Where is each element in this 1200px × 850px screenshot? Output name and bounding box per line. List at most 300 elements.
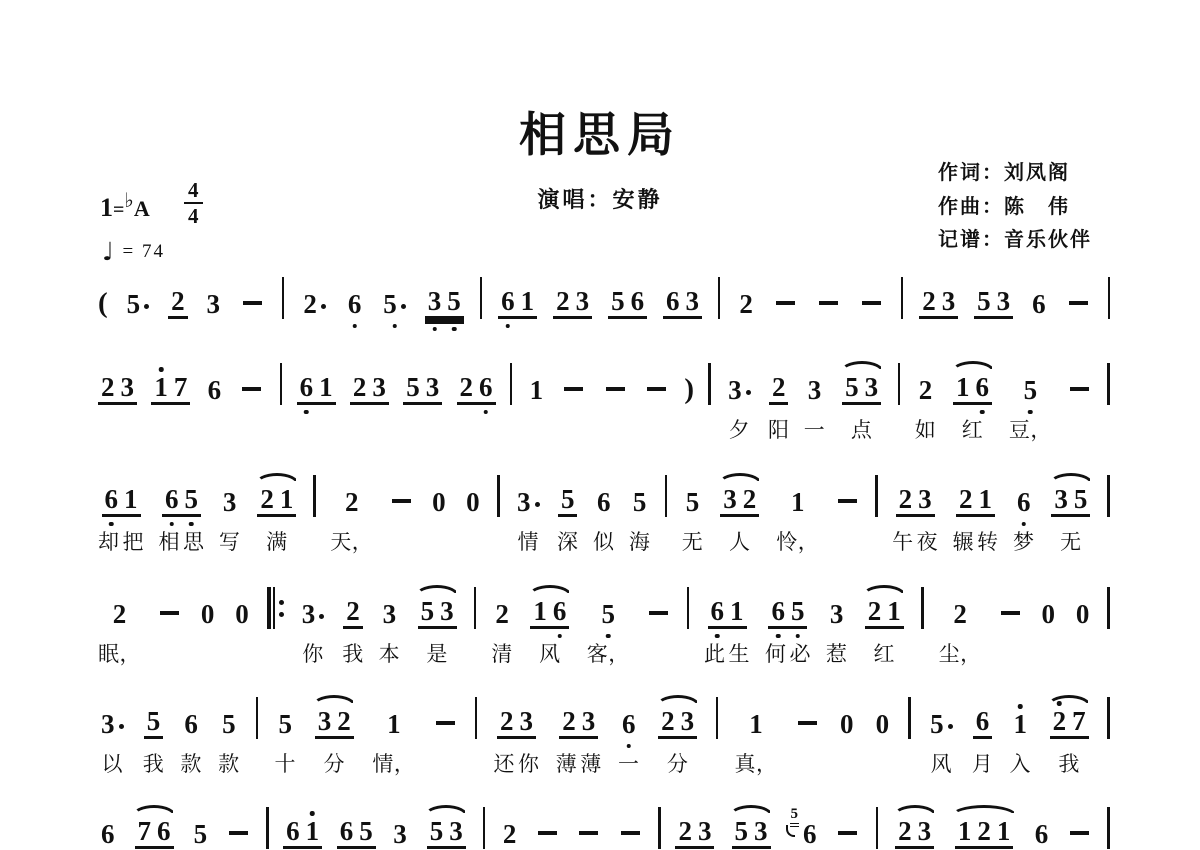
note-group [181,709,201,739]
lyric-row [275,748,297,776]
note [356,816,376,846]
octave-dot-above [159,367,164,372]
note-group [974,286,1013,319]
note-group [151,372,190,405]
octave-dot-below [626,744,631,749]
dash-extender [794,694,821,776]
lyric-row [682,526,704,554]
note [283,816,303,846]
note-digit: 2 [495,599,509,629]
barline [497,472,500,554]
note-digit: 1 [1013,709,1027,739]
octave-dot-below [169,522,174,527]
note [678,706,698,736]
barline [280,360,283,442]
note [896,484,916,514]
lyric-syllable: 无 [681,530,704,554]
note [953,372,973,402]
barline [256,694,259,776]
note-unit [1009,360,1052,442]
dash-extender [560,360,587,442]
lyric-syllable: 入 [1009,752,1031,776]
lyric-row [219,526,241,554]
octave-dot-below [452,327,457,332]
note [334,706,354,736]
barline-stroke [510,363,513,405]
note-group [769,372,789,405]
note-group [558,484,578,517]
lyric-row [704,638,750,666]
note [297,372,317,402]
dash-stroke [579,831,598,835]
note-digit: 0 [875,709,890,739]
note-digit: 5 [685,487,700,517]
note-unit [380,274,409,319]
note-unit [1073,584,1093,666]
lyric-syllable: 眠， [98,642,141,666]
lyric-syllable: 我 [1058,752,1080,776]
dash-stroke [1070,387,1089,391]
lyric-syllable: 相 [158,530,180,554]
barline-stroke [313,475,316,517]
note-group [418,596,457,629]
lyric-row [330,526,373,554]
note-digit: 0 [839,709,854,739]
note-digit: 2 [101,372,115,402]
note-unit [725,360,754,442]
dash-stroke [776,301,795,305]
note-digit: 1 [279,484,294,514]
octave-dot-above [1057,701,1062,706]
note-unit [498,274,537,319]
note [154,816,174,846]
note-unit [953,472,999,554]
dash-extender [1065,274,1092,319]
note-unit [629,472,651,554]
dash-stroke [621,831,640,835]
note-group [599,599,619,629]
note-unit [892,472,938,554]
note-unit [514,472,543,554]
note-digit: 3 [754,816,768,846]
note-digit: 1 [520,286,535,316]
note [299,599,328,629]
note-group [457,372,496,405]
lyric-syllable: 分 [323,752,345,776]
lyric-syllable: 一 [803,418,826,442]
note [181,484,201,514]
lyric-syllable: 无 [1060,530,1082,554]
note-digit: 5 [420,596,435,626]
note-digit: 2 [459,372,473,402]
lyric-row [426,638,448,666]
note-group [725,375,754,405]
note [1038,599,1058,629]
dash-extender [815,274,842,319]
note [492,599,512,629]
note [497,706,517,736]
note [337,816,357,846]
dash-extender [1066,360,1093,442]
note-digit: 3 [519,706,534,736]
note-digit: 2 [171,286,185,316]
note-digit: 3 [918,484,932,514]
lyric-syllable: 必 [789,642,811,666]
close-paren-glyph: ) [684,373,695,405]
dash-stroke [838,831,857,835]
note-group [380,289,409,319]
note [827,599,847,629]
note-digit: 6 [157,816,171,846]
lyric-syllable: 似 [592,530,615,554]
note-digit: 3 [372,372,386,402]
dash-extender [1066,804,1093,849]
note-unit [204,274,224,319]
lyric-row [557,526,579,554]
note [118,372,138,402]
note-group [110,599,130,629]
note-digit: 3 [864,372,879,402]
note-unit [299,584,328,666]
note-unit [1013,472,1035,554]
lyricist-credit: 作词：刘凤阁 [938,162,1070,184]
note-digit: 6 [184,709,198,739]
note [1051,484,1071,514]
note [124,289,153,319]
meter-denominator: 4 [188,204,199,228]
lyric-syllable: 客， [586,642,630,666]
note-group [283,816,322,849]
octave-dot-below [1021,522,1026,527]
octave-dot-below [715,634,720,639]
note [418,596,438,626]
dash-stroke [649,611,668,615]
barline [898,360,901,442]
dash-extender [834,804,861,849]
lyric-row [494,748,540,776]
lyric-row [939,638,982,666]
dash-stroke [160,611,179,615]
slur-arc [424,805,468,816]
lyric-row [556,748,602,776]
note-digit: 1 [887,596,901,626]
note-digit: 5 [1073,484,1088,514]
note-digit: 0 [200,599,215,629]
note-digit: 3 [517,487,531,517]
note-digit: 5 [447,286,461,316]
note [444,286,464,316]
note-group [683,487,703,517]
note-unit [951,804,1017,849]
lyric-syllable: 如 [914,418,937,442]
barline-stroke [1108,277,1111,319]
system-1 [98,274,1110,319]
note-unit [98,804,118,849]
note-digit: 2 [303,289,317,319]
lyric-syllable: 却 [98,530,120,554]
note [683,487,703,517]
slur-arc [840,361,884,372]
close-paren [684,360,694,442]
lyric-syllable: 思 [182,530,205,554]
barline [921,584,924,666]
note-digit: 7 [137,816,152,846]
note-group [168,286,188,319]
note-digit: 6 [771,596,785,626]
note-unit [330,472,373,554]
key-tonic: A [133,196,150,221]
note-digit: 3 [829,599,844,629]
repeat-sign [267,587,284,629]
note-group [204,289,224,319]
note-unit [1009,694,1031,776]
note [919,286,939,316]
lyric-row [729,526,751,554]
note-unit [403,360,442,442]
note-group [220,487,240,517]
lyric-row [1009,414,1052,442]
note-group [708,596,747,629]
open-paren [98,274,108,319]
lyric-syllable: 月 [971,752,994,776]
note [162,484,182,514]
lyric-syllable: 情， [372,752,416,776]
note [927,709,956,739]
barline-stroke [1107,587,1110,629]
dash-stroke [647,387,666,391]
note-digit: 6 [710,596,725,626]
note-unit [337,804,376,849]
note-unit [704,584,750,666]
lyric-syllable: 夜 [916,530,939,554]
note-digit: 3 [697,816,712,846]
note-unit [415,584,459,666]
note [939,286,959,316]
note-group [919,286,958,319]
note-digit: 3 [941,286,956,316]
lyric-syllable: 夕 [728,418,751,442]
note-group [124,289,153,319]
note-digit: 3 [575,286,590,316]
lyric-syllable: 豆， [1008,418,1052,442]
note [403,372,423,402]
lyric-syllable: 点 [850,418,873,442]
note-unit [972,694,994,776]
dash-extender [225,804,252,849]
barline-stroke [266,807,269,849]
note-unit [718,472,762,554]
note-group [1014,487,1034,517]
barline-stroke [1107,475,1110,517]
barline-stroke [898,363,901,405]
duration-dot [119,724,124,729]
note-unit [1049,472,1093,554]
note [862,372,882,402]
octave-dot-below [189,522,194,527]
lyric-syllable: 真， [734,752,778,776]
note-digit: 3 [685,286,700,316]
note [135,816,155,846]
barline [708,360,711,442]
note-unit [345,274,365,319]
note-group [144,706,164,739]
note [384,709,404,739]
lyric-row [1009,748,1031,776]
note [303,816,323,846]
note [915,816,935,846]
note [630,487,650,517]
barline [1107,694,1110,776]
open-paren-glyph: ( [98,287,108,319]
note [658,706,678,736]
duration-dot [319,614,324,619]
note [476,372,496,402]
note-group [342,487,362,517]
note-unit [840,360,884,442]
note [345,289,365,319]
repeat-start-sign [267,584,284,666]
barline [266,804,269,849]
lyric-syllable: 我 [342,642,364,666]
note-digit: 3 [1054,484,1068,514]
note-group [842,372,881,405]
duration-dot [401,304,406,309]
lyric-syllable: 深 [556,530,579,554]
note-group [135,816,174,849]
note-unit [255,472,299,554]
note-digit: 6 [501,286,515,316]
note-digit: 2 [346,596,360,626]
system-3 [98,472,1110,554]
note-digit: 1 [996,816,1011,846]
note [553,286,573,316]
note-unit [494,694,540,776]
note-group [102,484,141,517]
barline [718,274,721,319]
score [98,0,1110,850]
note-unit [873,694,893,776]
lyric-row [518,526,540,554]
dash-extender [432,694,459,776]
lyric-syllable: 你 [302,642,324,666]
note-group [380,599,400,629]
note [974,816,994,846]
barline-stroke [908,697,911,739]
note-digit: 5 [222,709,236,739]
note-digit: 3 [382,599,397,629]
note-unit [939,584,982,666]
note-group [865,596,904,629]
note-digit: 2 [556,286,570,316]
note-group [300,289,329,319]
slur-arc [415,585,459,596]
slur-arc [255,473,299,484]
note-digit: 6 [286,816,300,846]
note [895,816,915,846]
slur-arc [718,473,762,484]
note [500,819,520,849]
note [171,372,191,402]
lyric-syllable: 午 [892,530,914,554]
lyric-syllable: 人 [729,530,751,554]
dash-stroke [606,387,625,391]
system-6 [98,804,1110,849]
note-digit: 6 [975,372,990,402]
note [98,819,118,849]
note-unit [275,694,297,776]
note [708,596,728,626]
note-unit [491,584,513,666]
slur-arc [729,805,773,816]
note-digit: 3 [101,709,115,739]
note-digit: 2 [867,596,882,626]
note-digit: 0 [1075,599,1090,629]
note-unit [1038,584,1058,666]
note-group [1029,289,1049,319]
note-group [732,816,771,849]
note-digit: 6 [1032,289,1046,319]
note-digit: 5 [184,484,198,514]
note-group [205,375,225,405]
duration-dot [535,502,540,507]
note-digit: 2 [260,484,274,514]
note-unit [98,584,141,666]
lyric-syllable: 款 [218,752,240,776]
note-group [343,596,363,629]
note-group [427,816,466,849]
note-group [162,484,201,517]
note-unit [768,360,790,442]
note-group [956,484,995,517]
note [1073,599,1093,629]
note-unit [429,472,449,554]
lyric-row [342,638,364,666]
note-group [953,372,992,405]
lyric-row [972,748,994,776]
note-group [198,599,218,629]
note [768,596,788,626]
composer-credit: 作曲：陈 伟 [938,195,1070,218]
lyric-row [323,748,345,776]
note-group [390,819,410,849]
note-digit: 1 [749,709,763,739]
lyric-row [776,526,819,554]
lyric-syllable: 以 [101,752,123,776]
lyric-syllable: 生 [728,642,751,666]
note-digit: 2 [953,599,967,629]
system-4 [98,584,1110,666]
dash-stroke [1001,611,1020,615]
note-unit [735,694,778,776]
note-group [276,709,296,739]
lyric-row [915,414,937,442]
note-digit: 2 [898,484,913,514]
note-group [1038,599,1058,629]
note [725,375,754,405]
note-digit: 6 [479,372,493,402]
note [1029,289,1049,319]
note-digit: 3 [440,596,454,626]
note-unit [232,584,252,666]
system-5 [98,694,1110,776]
lyric-row [379,638,401,666]
note [873,709,893,739]
note-digit: 6 [1016,487,1031,517]
note-digit: 3 [723,484,737,514]
note-unit [1047,694,1091,776]
note-unit [729,804,773,849]
note-unit [297,360,336,442]
